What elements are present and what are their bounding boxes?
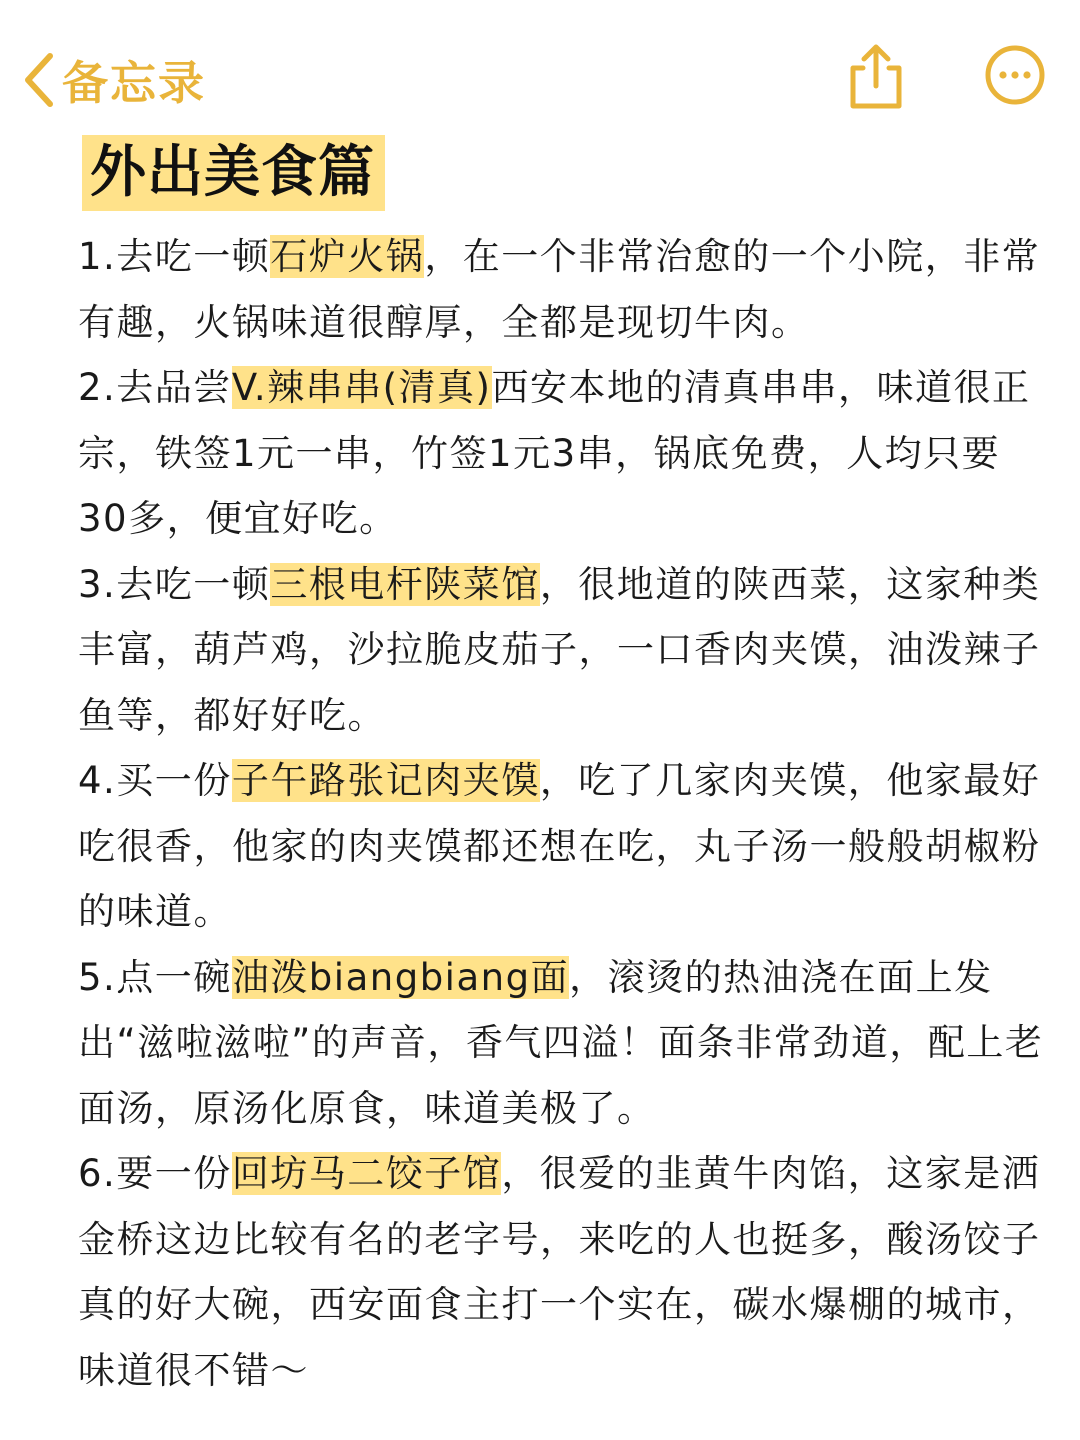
- list-item: [78, 552, 1046, 749]
- navigation-bar: [0, 0, 1080, 130]
- note-body[interactable]: [78, 224, 1046, 1403]
- item-prefix: 5.点一碗: [78, 955, 232, 999]
- chevron-left-icon: [22, 52, 56, 108]
- item-highlight: 回坊马二饺子馆: [231, 1152, 502, 1195]
- note-title: 外出美食篇: [90, 140, 375, 205]
- back-button[interactable]: [22, 40, 206, 120]
- list-item: [78, 224, 1046, 355]
- item-text: 西安本地的清真串串，味道很正宗，铁签1元一串，竹签1元3串，锅底免费，人均只要30多，便宜好吃。: [78, 366, 1031, 540]
- item-text: ，很地道的陕西菜，这家种类丰富，葫芦鸡，沙拉脆皮茄子，一口香肉夹馍，油泼辣子鱼等，都好好吃。: [78, 562, 1041, 737]
- list-item: [78, 748, 1046, 945]
- more-button[interactable]: [984, 44, 1046, 106]
- item-prefix: 2.去品尝: [78, 366, 232, 409]
- item-prefix: 3.去吃一顿: [78, 562, 271, 606]
- item-text: ，滚烫的热油浇在面上发出“滋啦滋啦”的声音，香气四溢！面条非常劲道，配上老面汤，原汤化原食，味道美极了。: [78, 955, 1044, 1130]
- note-title-highlight: [82, 135, 385, 211]
- item-text: ，在一个非常治愈的一个小院，非常有趣，火锅味道很醇厚，全都是现切牛肉。: [78, 235, 1041, 344]
- share-button[interactable]: [845, 40, 907, 112]
- list-item: [78, 945, 1046, 1142]
- item-highlight: 石炉火锅: [270, 235, 425, 278]
- item-highlight: 油泼biangbiang面: [231, 955, 570, 999]
- item-text: ，很爱的韭黄牛肉馅，这家是洒金桥这边比较有名的老字号，来吃的人也挺多，酸汤饺子真的好大碗，西安面食主打一个实在，碳水爆棚的城市，味道很不错～: [78, 1152, 1041, 1392]
- item-highlight: 子午路张记肉夹馍: [231, 759, 540, 802]
- more-icon: [984, 44, 1046, 106]
- list-item: [78, 355, 1046, 552]
- item-prefix: 1.去吃一顿: [78, 235, 271, 278]
- item-highlight: V.辣串串(清真): [231, 366, 492, 409]
- back-label: 备忘录: [62, 56, 206, 110]
- list-item: [78, 1141, 1046, 1403]
- item-prefix: 6.要一份: [78, 1152, 232, 1195]
- share-icon: [845, 40, 907, 112]
- item-prefix: 4.买一份: [78, 759, 232, 802]
- item-text: ，吃了几家肉夹馍，他家最好吃很香，他家的肉夹馍都还想在吃，丸子汤一般般胡椒粉的味道。: [78, 759, 1041, 933]
- item-highlight: 三根电杆陕菜馆: [270, 562, 540, 606]
